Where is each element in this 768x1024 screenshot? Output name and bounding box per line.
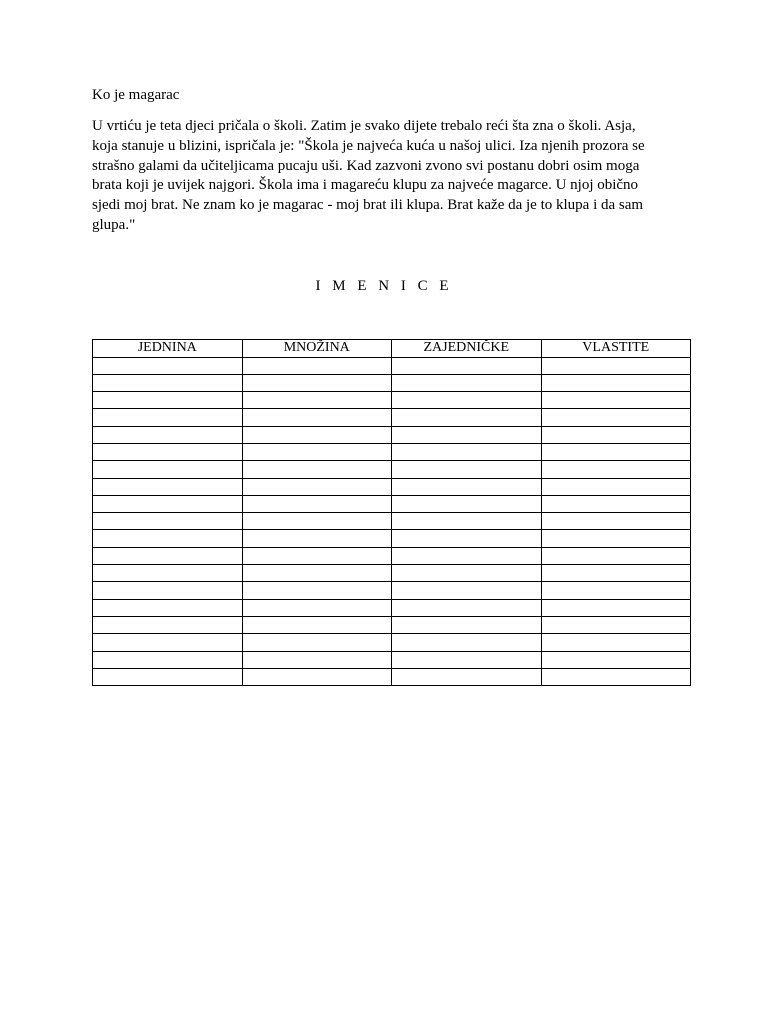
table-cell: [392, 668, 542, 685]
table-row: [93, 651, 691, 668]
table-cell: [242, 461, 392, 478]
table-cell: [392, 651, 542, 668]
story-line: sjedi moj brat. Ne znam ko je magarac - moj brat ili klupa. Brat kaže da je to klupa i da sam: [92, 197, 644, 214]
table-cell: [392, 392, 542, 409]
table-cell: [93, 599, 243, 616]
table-row: [93, 547, 691, 564]
table-cell: [541, 547, 691, 564]
table-cell: [242, 582, 392, 599]
column-header-vlastite: VLASTITE: [541, 340, 691, 358]
table-cell: [93, 547, 243, 564]
column-header-mnozina: MNOŽINA: [242, 340, 392, 358]
table-cell: [93, 651, 243, 668]
table-row: [93, 426, 691, 443]
table-row: [93, 443, 691, 460]
story-line: strašno galami da učiteljicama pucaju uši. Kad zazvoni zvono svi postanu dobri osim moga: [92, 157, 640, 174]
table-cell: [242, 409, 392, 426]
table-cell: [242, 668, 392, 685]
table-row: [93, 392, 691, 409]
table-body: [93, 357, 691, 686]
table-cell: [541, 651, 691, 668]
table-cell: [541, 668, 691, 685]
table-cell: [93, 409, 243, 426]
table-cell: [541, 565, 691, 582]
table-cell: [541, 530, 691, 547]
column-header-jednina: JEDNINA: [93, 340, 243, 358]
table-cell: [541, 634, 691, 651]
table-cell: [242, 530, 392, 547]
table-row: [93, 616, 691, 633]
table-cell: [541, 478, 691, 495]
column-header-zajednicke: ZAJEDNIČKE: [392, 340, 542, 358]
table-cell: [93, 582, 243, 599]
table-cell: [541, 616, 691, 633]
table-cell: [392, 357, 542, 374]
table-cell: [541, 392, 691, 409]
table-cell: [93, 374, 243, 391]
table-cell: [541, 443, 691, 460]
table-cell: [93, 565, 243, 582]
table-cell: [242, 374, 392, 391]
table-cell: [541, 582, 691, 599]
table-cell: [541, 409, 691, 426]
table-cell: [242, 443, 392, 460]
table-cell: [93, 357, 243, 374]
table-row: [93, 357, 691, 374]
table-cell: [392, 409, 542, 426]
table-cell: [541, 599, 691, 616]
noun-table: [92, 339, 691, 686]
table-cell: [242, 357, 392, 374]
table-cell: [541, 426, 691, 443]
table-cell: [93, 392, 243, 409]
document-title: Ko je magarac: [92, 87, 180, 103]
table-cell: [392, 495, 542, 512]
table-cell: [392, 374, 542, 391]
table-cell: [392, 565, 542, 582]
table-row: [93, 565, 691, 582]
table-cell: [93, 530, 243, 547]
table-cell: [541, 374, 691, 391]
table-header-row: [93, 340, 691, 358]
story-line: brata koji je uvijek najgori. Škola ima i magareću klupu za najveće magarce. U njoj obično: [92, 177, 639, 194]
table-cell: [93, 668, 243, 685]
table-cell: [392, 530, 542, 547]
table-row: [93, 478, 691, 495]
table-cell: [93, 478, 243, 495]
table-cell: [541, 461, 691, 478]
table-cell: [242, 392, 392, 409]
table-cell: [392, 426, 542, 443]
table-row: [93, 409, 691, 426]
table-row: [93, 634, 691, 651]
table-row: [93, 374, 691, 391]
table-cell: [392, 443, 542, 460]
table-cell: [392, 547, 542, 564]
table-cell: [392, 478, 542, 495]
table-cell: [392, 616, 542, 633]
table-cell: [242, 495, 392, 512]
table-cell: [93, 616, 243, 633]
table-cell: [392, 513, 542, 530]
table-cell: [93, 461, 243, 478]
table-cell: [242, 651, 392, 668]
table-row: [93, 530, 691, 547]
story-line: koja stanuje u blizini, ispričala je: "Škola je najveća kuća u našoj ulici. Iza njenih prozora se: [92, 137, 645, 154]
table-cell: [242, 634, 392, 651]
story-paragraph: [92, 117, 672, 236]
table-cell: [93, 634, 243, 651]
table-cell: [242, 513, 392, 530]
table-cell: [242, 599, 392, 616]
table-row: [93, 513, 691, 530]
table-cell: [242, 426, 392, 443]
table-cell: [242, 616, 392, 633]
table-cell: [392, 461, 542, 478]
story-line: U vrtiću je teta djeci pričala o školi. Zatim je svako dijete trebalo reći šta zna o školi. Asja,: [92, 118, 636, 134]
table-cell: [93, 495, 243, 512]
table-row: [93, 495, 691, 512]
section-heading: I M E N I C E: [315, 278, 453, 294]
table-row: [93, 582, 691, 599]
table-row: [93, 599, 691, 616]
table-cell: [93, 513, 243, 530]
table-cell: [242, 565, 392, 582]
table-cell: [392, 599, 542, 616]
table-row: [93, 668, 691, 685]
table-cell: [392, 634, 542, 651]
table-cell: [93, 443, 243, 460]
table-cell: [242, 478, 392, 495]
story-line: glupa.": [92, 216, 136, 233]
table-cell: [242, 547, 392, 564]
table-cell: [541, 513, 691, 530]
table-row: [93, 461, 691, 478]
table-cell: [93, 426, 243, 443]
table-cell: [541, 357, 691, 374]
table-cell: [541, 495, 691, 512]
table-cell: [392, 582, 542, 599]
